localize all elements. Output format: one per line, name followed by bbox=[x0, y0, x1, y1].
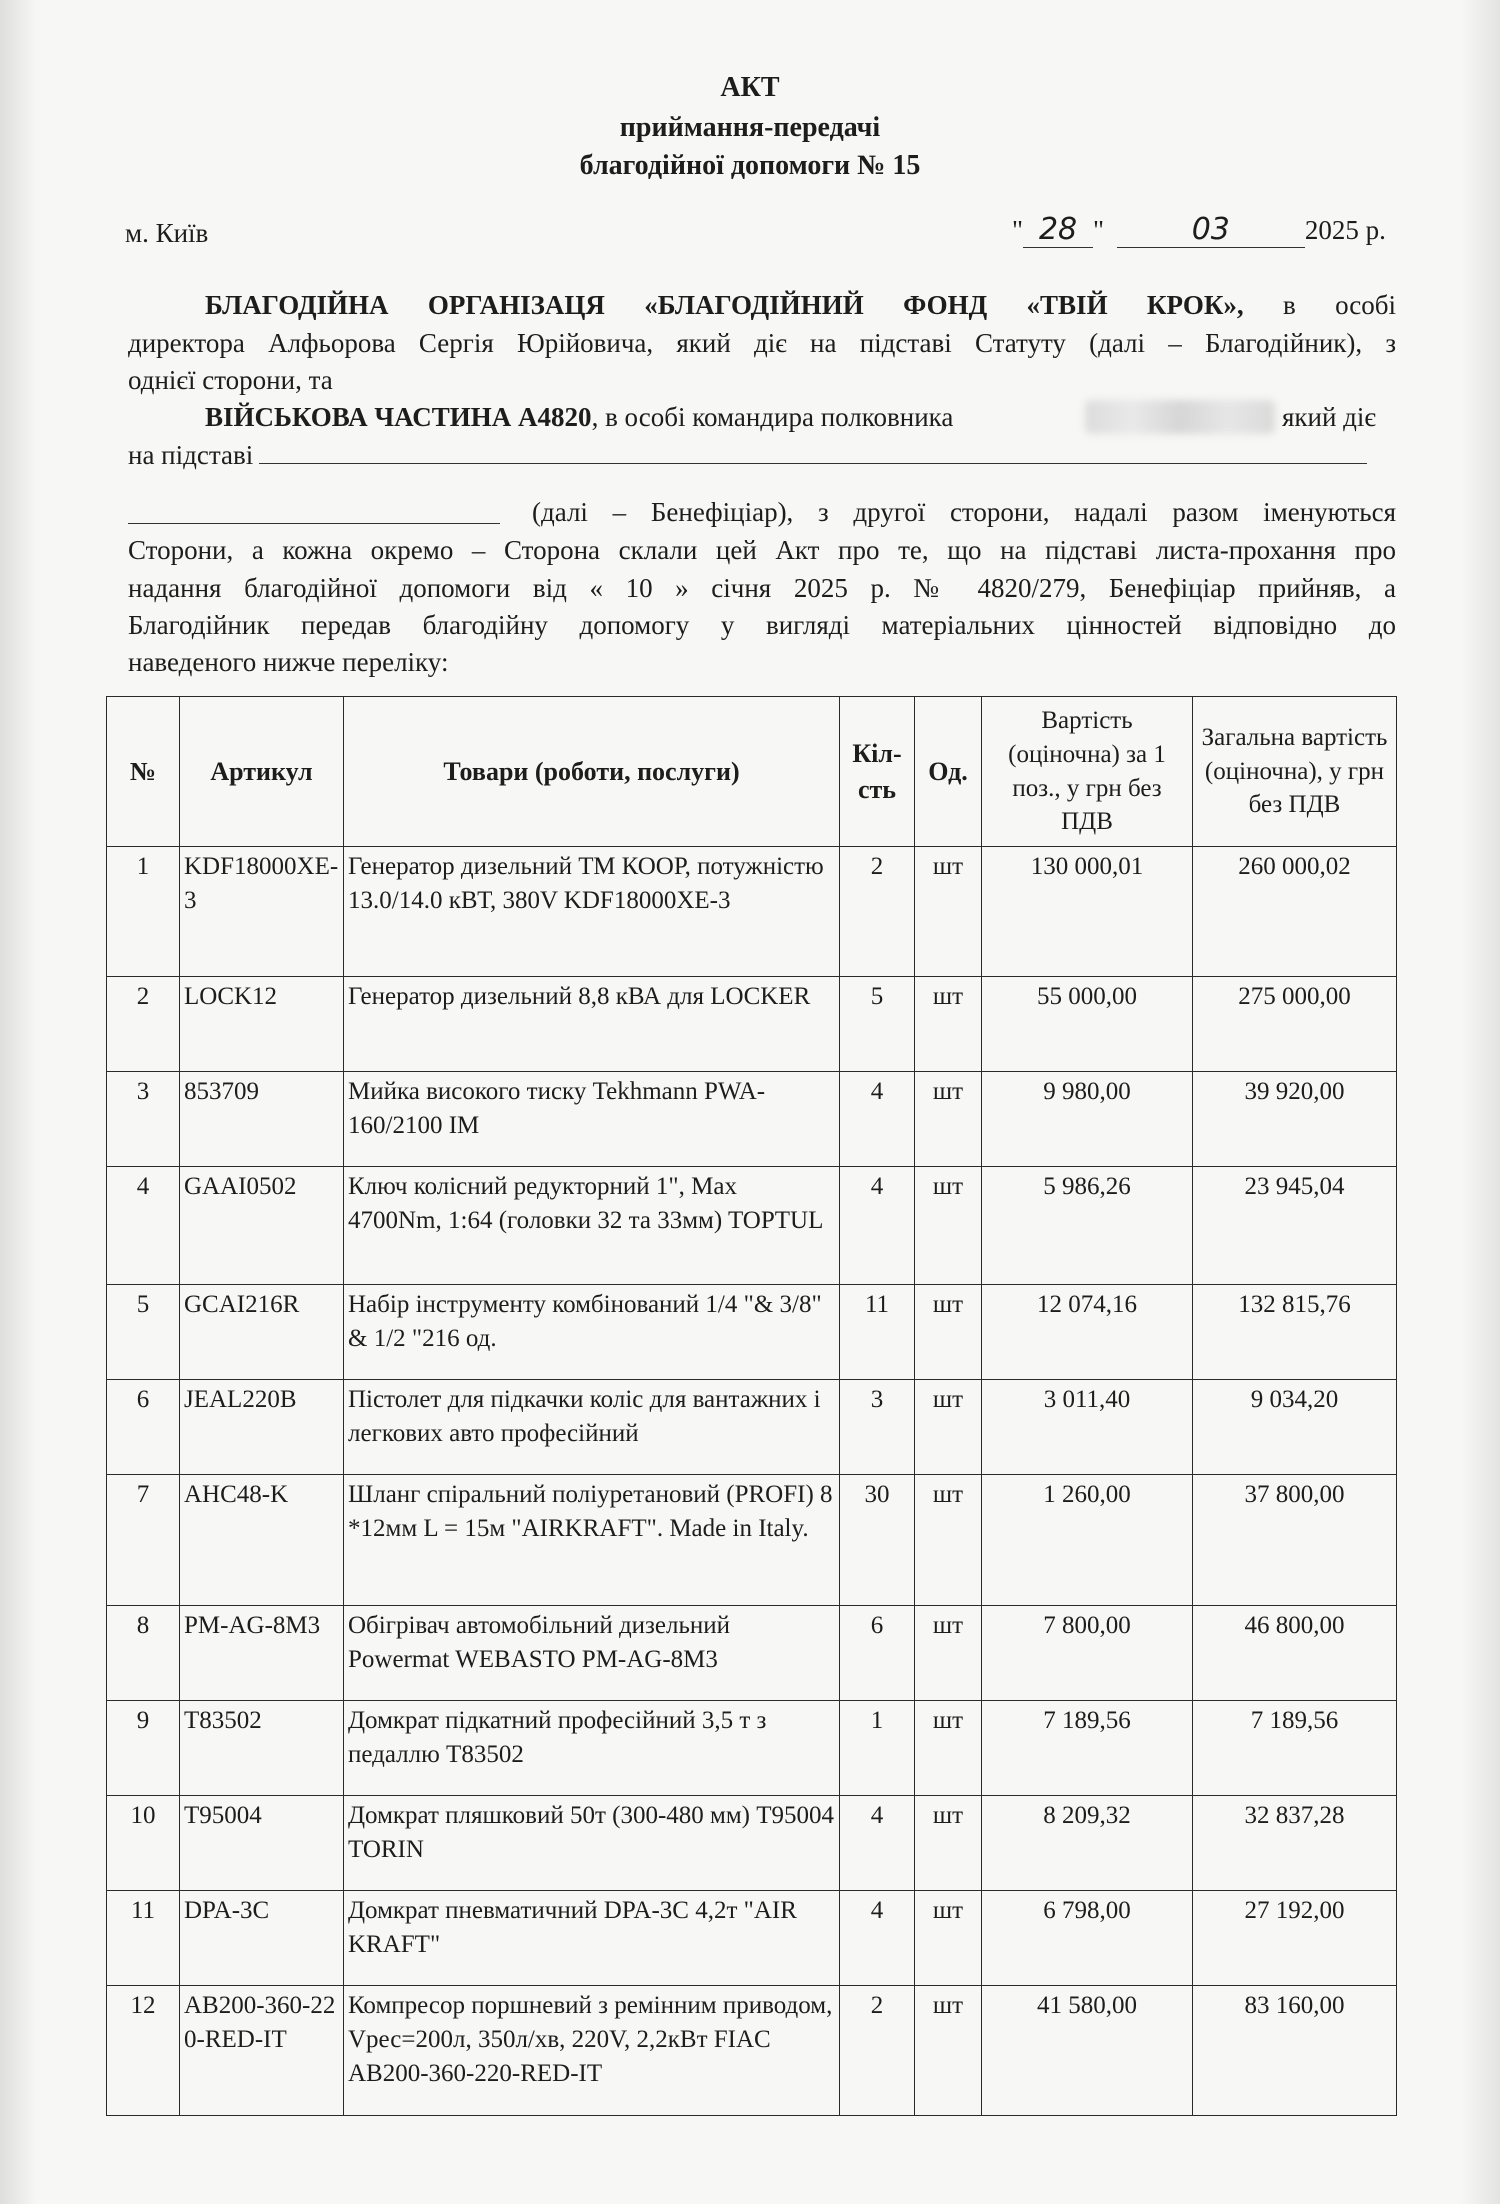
table-row bbox=[107, 1475, 1397, 1606]
table-row bbox=[107, 1285, 1397, 1380]
row-article: T83502 bbox=[180, 1701, 344, 1796]
table-row bbox=[107, 1701, 1397, 1796]
row-price: 7 189,56 bbox=[982, 1701, 1193, 1796]
row-article: T95004 bbox=[180, 1796, 344, 1891]
row-total: 37 800,00 bbox=[1193, 1475, 1397, 1606]
redacted-name bbox=[1085, 400, 1275, 434]
row-qty: 2 bbox=[840, 847, 915, 977]
row-price: 55 000,00 bbox=[982, 977, 1193, 1072]
row-goods: Обігрівач автомобільний дизельний Powermat WEBASTO PM-AG-8M3 bbox=[344, 1606, 840, 1701]
row-goods: Домкрат пляшковий 50т (300-480 мм) T95004 TORIN bbox=[344, 1796, 840, 1891]
table-row bbox=[107, 977, 1397, 1072]
doc-subject: благодійної допомоги № 15 bbox=[579, 150, 921, 181]
row-unit: шт bbox=[915, 1796, 982, 1891]
row-num: 8 bbox=[107, 1606, 180, 1701]
row-price: 130 000,01 bbox=[982, 847, 1193, 977]
row-goods: Пістолет для підкачки коліс для вантажних і легкових авто професійний bbox=[344, 1380, 840, 1475]
page-shadow-left bbox=[0, 0, 38, 2204]
row-article: AB200-360-220-RED-IT bbox=[180, 1986, 344, 2116]
row-goods: Генератор дизельний 8,8 кВА для LOCKER bbox=[344, 977, 840, 1072]
row-total: 7 189,56 bbox=[1193, 1701, 1397, 1796]
page-shadow-right bbox=[1460, 0, 1500, 2204]
row-price: 3 011,40 bbox=[982, 1380, 1193, 1475]
row-goods: Домкрат підкатний професійний 3,5 т з педаллю T83502 bbox=[344, 1701, 840, 1796]
row-article: GCAI216R bbox=[180, 1285, 344, 1380]
row-unit: шт bbox=[915, 1167, 982, 1285]
para3-line5: наведеного нижче переліку: bbox=[128, 647, 449, 677]
row-goods: Ключ колісний редукторний 1", Max 4700Nm, 1:64 (головки 32 та 33мм) TOPTUL bbox=[344, 1167, 840, 1285]
table-header-row bbox=[107, 697, 1397, 847]
row-unit: шт bbox=[915, 1606, 982, 1701]
date-year: 2025 р. bbox=[1304, 215, 1386, 245]
row-total: 23 945,04 bbox=[1193, 1167, 1397, 1285]
table-row bbox=[107, 1796, 1397, 1891]
row-num: 3 bbox=[107, 1072, 180, 1167]
row-num: 5 bbox=[107, 1285, 180, 1380]
row-num: 7 bbox=[107, 1475, 180, 1606]
party1-line3: однієї сторони, та bbox=[128, 365, 333, 395]
row-goods: Набір інструменту комбінований 1/4 "& 3/8" & 1/2 "216 од. bbox=[344, 1285, 840, 1380]
row-unit: шт bbox=[915, 1986, 982, 2116]
table-row bbox=[107, 1072, 1397, 1167]
row-price: 7 800,00 bbox=[982, 1606, 1193, 1701]
table-row bbox=[107, 847, 1397, 977]
para3-line3: надання благодійної допомоги від « 10 » січня 2025 р. № 4820/279, Бенефіціар прийняв, а bbox=[128, 573, 1396, 603]
row-unit: шт bbox=[915, 1072, 982, 1167]
row-total: 46 800,00 bbox=[1193, 1606, 1397, 1701]
row-unit: шт bbox=[915, 1380, 982, 1475]
items-table bbox=[106, 696, 1397, 2116]
party1-line1: БЛАГОДІЙНА ОРГАНІЗАЦЯ «БЛАГОДІЙНИЙ ФОНД «ТВІЙ КРОК», в особі bbox=[205, 290, 1396, 320]
row-total: 83 160,00 bbox=[1193, 1986, 1397, 2116]
doc-title: АКТ bbox=[720, 72, 780, 103]
party2-line1: ВІЙСЬКОВА ЧАСТИНА А4820, в особі командира полковника bbox=[205, 402, 954, 432]
row-goods: Домкрат пневматичний DPA-3C 4,2т "AIR KRAFT" bbox=[344, 1891, 840, 1986]
table-row bbox=[107, 1380, 1397, 1475]
row-article: KDF18000XE-3 bbox=[180, 847, 344, 977]
row-goods: Компресор поршневий з ремінним приводом, Vрес=200л, 350л/хв, 220V, 2,2кВт FIAC AB200-360-220-RED-IT bbox=[344, 1986, 840, 2116]
date-day: 28 bbox=[1038, 212, 1078, 247]
row-qty: 6 bbox=[840, 1606, 915, 1701]
row-goods: Генератор дизельний ТМ КООР, потужністю 13.0/14.0 кВТ, 380V KDF18000XE-3 bbox=[344, 847, 840, 977]
row-article: AHC48-K bbox=[180, 1475, 344, 1606]
row-price: 6 798,00 bbox=[982, 1891, 1193, 1986]
para3-line4: Благодійник передав благодійну допомогу у вигляді матеріальних цінностей відповідно до bbox=[128, 610, 1396, 640]
row-goods: Мийка високого тиску Tekhmann PWA-160/2100 IM bbox=[344, 1072, 840, 1167]
row-num: 9 bbox=[107, 1701, 180, 1796]
doc-subtitle: приймання-передачі bbox=[619, 112, 881, 143]
row-num: 2 bbox=[107, 977, 180, 1072]
row-num: 1 bbox=[107, 847, 180, 977]
row-total: 27 192,00 bbox=[1193, 1891, 1397, 1986]
row-article: DPA-3C bbox=[180, 1891, 344, 1986]
row-unit: шт bbox=[915, 847, 982, 977]
para3-line2: Сторони, а кожна окремо – Сторона склали цей Акт про те, що на підставі листа-прохання про bbox=[128, 535, 1396, 565]
row-qty: 11 bbox=[840, 1285, 915, 1380]
row-price: 5 986,26 bbox=[982, 1167, 1193, 1285]
row-qty: 3 bbox=[840, 1380, 915, 1475]
col-goods: Товари (роботи, послуги) bbox=[344, 697, 840, 847]
table-row bbox=[107, 1986, 1397, 2116]
row-article: PM-AG-8M3 bbox=[180, 1606, 344, 1701]
col-num: № bbox=[107, 697, 180, 847]
row-qty: 1 bbox=[840, 1701, 915, 1796]
row-unit: шт bbox=[915, 1701, 982, 1796]
unit-name: ВІЙСЬКОВА ЧАСТИНА А4820 bbox=[205, 402, 592, 432]
party2-line1-end: який діє bbox=[1282, 402, 1377, 432]
row-goods: Шланг спіральний поліуретановий (PROFI) 8 *12мм L = 15м "AIRKRAFT". Made in Italy. bbox=[344, 1475, 840, 1606]
col-price: Вартість (оціночна) за 1 поз., у грн без ПДВ bbox=[982, 697, 1193, 847]
para3-line1: (далі – Бенефіціар), з другої сторони, надалі разом іменуються bbox=[532, 497, 1396, 527]
row-num: 12 bbox=[107, 1986, 180, 2116]
row-price: 1 260,00 bbox=[982, 1475, 1193, 1606]
org-name: БЛАГОДІЙНА ОРГАНІЗАЦЯ «БЛАГОДІЙНИЙ ФОНД «ТВІЙ КРОК», bbox=[205, 290, 1244, 320]
row-total: 9 034,20 bbox=[1193, 1380, 1397, 1475]
table-row bbox=[107, 1167, 1397, 1285]
col-article: Артикул bbox=[180, 697, 344, 847]
table-row bbox=[107, 1606, 1397, 1701]
row-total: 275 000,00 bbox=[1193, 977, 1397, 1072]
row-num: 6 bbox=[107, 1380, 180, 1475]
blank-line bbox=[128, 500, 500, 531]
col-qty: Кіл-сть bbox=[840, 697, 915, 847]
row-price: 9 980,00 bbox=[982, 1072, 1193, 1167]
row-article: 853709 bbox=[180, 1072, 344, 1167]
row-price: 41 580,00 bbox=[982, 1986, 1193, 2116]
row-qty: 4 bbox=[840, 1796, 915, 1891]
row-qty: 4 bbox=[840, 1072, 915, 1167]
date-line: " 28 " 03 2025 р. bbox=[1012, 212, 1386, 247]
col-unit: Од. bbox=[915, 697, 982, 847]
row-article: GAAI0502 bbox=[180, 1167, 344, 1285]
row-total: 32 837,28 bbox=[1193, 1796, 1397, 1891]
col-total: Загальна вартість (оціночна), у грн без ПДВ bbox=[1193, 697, 1397, 847]
row-article: JEAL220B bbox=[180, 1380, 344, 1475]
row-unit: шт bbox=[915, 977, 982, 1072]
row-num: 10 bbox=[107, 1796, 180, 1891]
row-price: 8 209,32 bbox=[982, 1796, 1193, 1891]
row-qty: 5 bbox=[840, 977, 915, 1072]
party2-line2: на підставі bbox=[128, 440, 1367, 471]
party1-line2: директора Алфьорова Сергія Юрійовича, який діє на підставі Статуту (далі – Благодійник), з bbox=[128, 328, 1396, 358]
row-article: LOCK12 bbox=[180, 977, 344, 1072]
row-num: 11 bbox=[107, 1891, 180, 1986]
row-total: 132 815,76 bbox=[1193, 1285, 1397, 1380]
row-total: 260 000,02 bbox=[1193, 847, 1397, 977]
row-num: 4 bbox=[107, 1167, 180, 1285]
row-price: 12 074,16 bbox=[982, 1285, 1193, 1380]
row-unit: шт bbox=[915, 1285, 982, 1380]
row-qty: 30 bbox=[840, 1475, 915, 1606]
table-row bbox=[107, 1891, 1397, 1986]
row-unit: шт bbox=[915, 1891, 982, 1986]
row-qty: 2 bbox=[840, 1986, 915, 2116]
row-unit: шт bbox=[915, 1475, 982, 1606]
row-total: 39 920,00 bbox=[1193, 1072, 1397, 1167]
city: м. Київ bbox=[125, 218, 209, 248]
row-qty: 4 bbox=[840, 1167, 915, 1285]
row-qty: 4 bbox=[840, 1891, 915, 1986]
date-month: 03 bbox=[1191, 212, 1230, 247]
